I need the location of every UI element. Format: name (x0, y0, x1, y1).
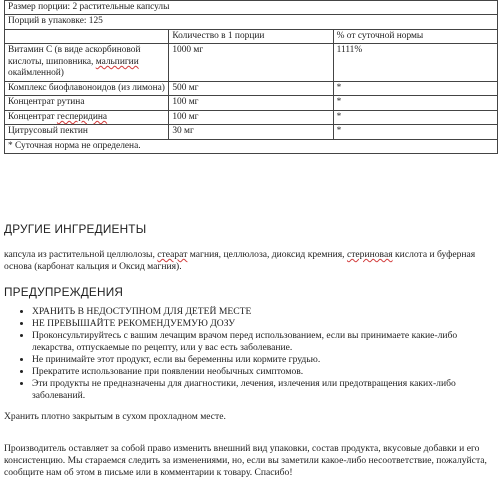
facts-row (5, 96, 498, 110)
ingredient-name: Концентрат рутина (5, 96, 169, 110)
servings-per-container-row (5, 15, 498, 29)
ingredient-daily-value: * (333, 81, 497, 95)
storage-instructions: Хранить плотно закрытым в сухом прохладном месте. (4, 411, 226, 422)
other-ingredients-heading: ДРУГИЕ ИНГРЕДИЕНТЫ (4, 222, 147, 236)
ingredient-amount: 100 мг (169, 110, 333, 124)
facts-row (5, 81, 498, 95)
warning-item: • Не принимайте этот продукт, если вы беременны или кормите грудью. (32, 354, 494, 366)
facts-header-row (5, 29, 498, 43)
facts-row (5, 125, 498, 139)
ingredient-name: Цитрусовый пектин (5, 125, 169, 139)
ingredient-name: Концентрат гесперидина (5, 110, 169, 124)
table-footnote: * Суточная норма не определена. (5, 139, 498, 153)
warning-item: • Прекратите использование при появлении необычных симптомов. (32, 366, 494, 378)
warning-item: • Проконсультируйтесь с вашим лечащим врачом перед использованием, если вы принимаете какие-либо лекарства, отпускаемые по рецепту, или у вас есть заболевание. (32, 330, 494, 354)
ingredient-amount: 30 мг (169, 125, 333, 139)
header-amount: Количество в 1 порции (169, 29, 333, 43)
warnings-list (4, 306, 494, 402)
warnings-heading: ПРЕДУПРЕЖДЕНИЯ (4, 285, 124, 299)
footnote-row (5, 139, 498, 153)
ingredient-name: Витамин С (в виде аскорбиновой кислоты, шиповника, мальпигии окаймленной) (5, 44, 169, 81)
serving-size-row (5, 1, 498, 15)
facts-row (5, 44, 498, 81)
ingredient-daily-value: * (333, 96, 497, 110)
ingredient-amount: 100 мг (169, 96, 333, 110)
spellcheck-word: стеарат (157, 249, 188, 260)
spellcheck-word: стериновая (346, 249, 393, 260)
warning-item: • Эти продукты не предназначены для диагностики, лечения, излечения или предотвращения каких-либо заболеваний. (32, 378, 494, 402)
ingredient-name: Комплекс биофлавоноидов (из лимона) (5, 81, 169, 95)
manufacturer-disclaimer: Производитель оставляет за собой право изменить внешний вид упаковки, состав продукта, вкусовые добавки и его консистенцию. Мы стараемся следить за изменениями, но, если вы заметили какое-либо несоответствие, пожалуйста, сообщите нам об этом в письме или в комментарии к товару. Спасибо! (4, 443, 487, 478)
header-daily-value: % от суточной нормы (333, 29, 497, 43)
other-ingredients-text: капсула из растительной целлюлозы, стеарат магния, целлюлоза, диоксид кремния, стериновая кислота и буферная основа (карбонат кальция и Оксид магния). (4, 249, 476, 272)
facts-row (5, 110, 498, 124)
ingredient-daily-value: * (333, 125, 497, 139)
ingredient-daily-value: 1111% (333, 44, 497, 81)
ingredient-amount: 1000 мг (169, 44, 333, 81)
serving-size: Размер порции: 2 растительные капсулы (5, 1, 498, 15)
warning-item: • НЕ ПРЕВЫШАЙТЕ РЕКОМЕНДУЕМУЮ ДОЗУ (32, 318, 494, 330)
spellcheck-word: гесперидина (56, 111, 108, 122)
supplement-facts-table (4, 0, 498, 154)
product-description (4, 0, 498, 478)
warning-item: • ХРАНИТЬ В НЕДОСТУПНОМ ДЛЯ ДЕТЕЙ МЕСТЕ (32, 306, 494, 318)
ingredient-amount: 500 мг (169, 81, 333, 95)
ingredient-daily-value: * (333, 110, 497, 124)
spellcheck-word: мальпигии (95, 56, 139, 67)
servings-per-container: Порций в упаковке: 125 (5, 15, 498, 29)
header-empty-cell (5, 29, 169, 43)
